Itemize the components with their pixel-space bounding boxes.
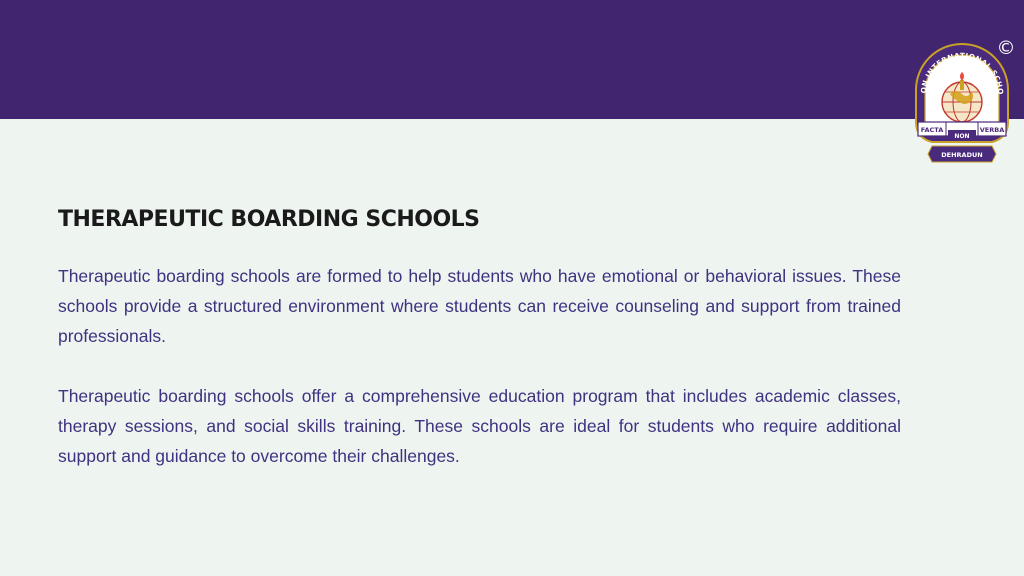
svg-text:DOON INTERNATIONAL SCHOOL: ON INTERNATIONAL SCHO: [918, 50, 1006, 95]
svg-text:FACTA: FACTA: [920, 126, 944, 134]
school-logo: [912, 42, 1012, 166]
svg-text:VERBA: VERBA: [979, 126, 1005, 134]
paragraph-intro: Therapeutic boarding schools are formed to help students who have emotional or behavioral issues. These schools provide a structured environment where students can receive counseling and support from trained professionals.: [58, 266, 901, 346]
copyright-icon: ©: [996, 37, 1016, 59]
page-title: THERAPEUTIC BOARDING SCHOOLS: [58, 207, 480, 232]
svg-text:DEHRADUN: DEHRADUN: [941, 151, 983, 159]
main-content: [58, 203, 901, 471]
svg-text:NON: NON: [954, 133, 970, 140]
header-band: [0, 0, 1024, 119]
paragraph-program: Therapeutic boarding schools offer a comprehensive education program that includes academic classes, therapy sessions, and social skills training. These schools are ideal for students who require additional support and guidance to overcome their challenges.: [58, 386, 901, 466]
